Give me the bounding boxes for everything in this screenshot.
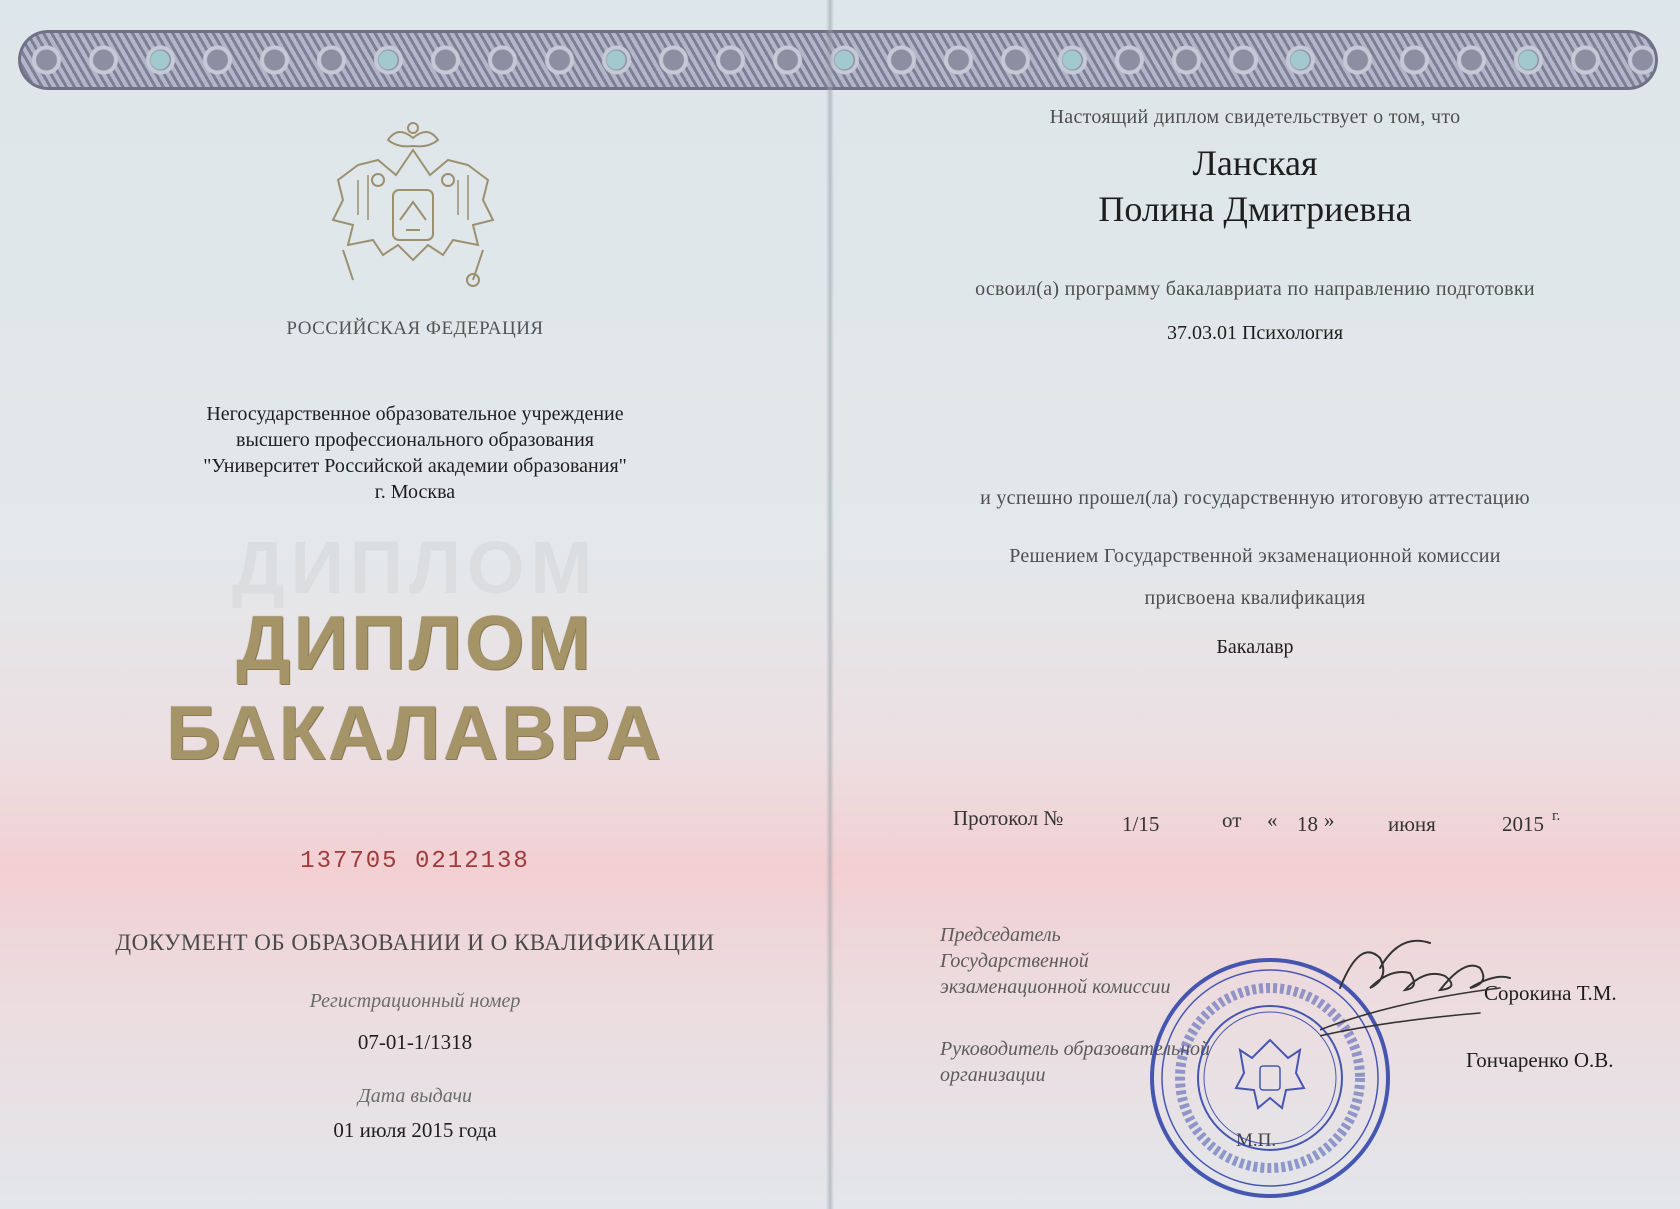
institution-city: г. Москва [374,481,456,503]
protocol-day: 18 [1297,812,1318,836]
protocol-quote-open: « [1267,808,1278,832]
title-line-2: БАКАЛАВРА [166,691,664,776]
protocol-year-suffix: г. [1552,808,1561,824]
institution-line-3: "Университет Российской академии образования" [203,455,627,477]
commission-decision: Решением Государственной экзаменационной комиссии [1009,545,1501,567]
watermark-title: ДИПЛОМ [231,526,599,609]
certifies-text: Настоящий диплом свидетельствует о том, что [1049,106,1461,128]
head-name: Гончаренко О.В. [1466,1048,1614,1072]
head-label-1: Руководитель образовательной [940,1038,1211,1060]
protocol-month: июня [1388,812,1436,836]
institution-line-1: Негосударственное образовательное учреждение [206,403,624,425]
protocol-from: от [1222,808,1242,832]
chairman-label-2: Государственной [940,950,1089,972]
document-type: ДОКУМЕНТ ОБ ОБРАЗОВАНИИ И О КВАЛИФИКАЦИИ [115,930,715,955]
institution-line-2: высшего профессионального образования [236,429,594,451]
serial-number: 137705 0212138 [300,848,530,875]
left-page [0,0,830,1209]
attestation-text: и успешно прошел(ла) государственную итоговую аттестацию [980,487,1530,509]
chairman-name: Сорокина Т.М. [1484,981,1617,1005]
country-name: РОССИЙСКАЯ ФЕДЕРАЦИЯ [286,318,544,339]
given-names: Полина Дмитриевна [1098,189,1412,229]
protocol-number: 1/15 [1122,812,1160,836]
program-name: 37.03.01 Психология [1166,322,1344,344]
head-label-2: организации [940,1064,1046,1086]
registration-number: 07-01-1/1318 [357,1030,473,1054]
awarded-text: присвоена квалификация [1144,587,1366,609]
surname: Ланская [1192,143,1318,183]
completed-text: освоил(а) программу бакалавриата по направлению подготовки [975,278,1535,300]
issue-date: 01 июля 2015 года [333,1118,497,1142]
issue-date-label: Дата выдачи [357,1085,473,1107]
title-line-1: ДИПЛОМ [236,601,594,686]
registration-label: Регистрационный номер [309,990,521,1012]
chairman-label-1: Председатель [940,924,1061,946]
protocol-quote-close: » [1324,808,1335,832]
qualification: Бакалавр [1216,636,1294,658]
protocol-label: Протокол № [953,806,1064,830]
protocol-year: 2015 [1502,812,1544,836]
double-headed-eagle-icon [318,120,508,290]
seal-mark: М.П. [1236,1130,1277,1151]
chairman-label-3: экзаменационной комиссии [940,976,1171,998]
chairman-signature [1320,928,1550,1048]
